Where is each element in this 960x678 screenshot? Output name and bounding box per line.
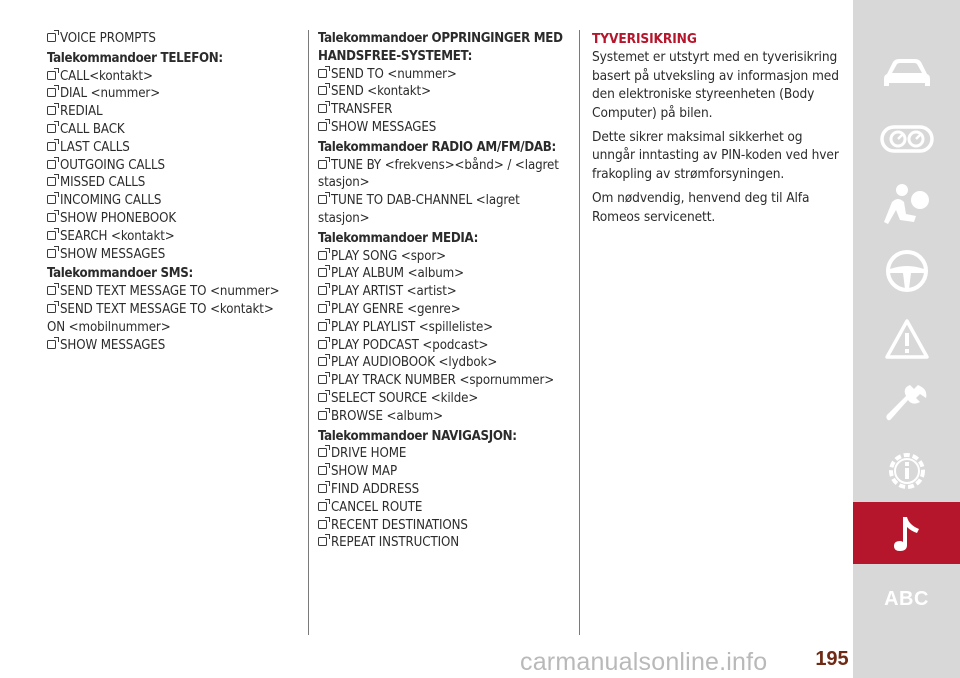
checkbox-icon (318, 86, 327, 95)
info-gear-icon[interactable] (853, 440, 960, 502)
column-divider (579, 30, 580, 635)
sms-item: SHOW MESSAGES (47, 337, 295, 355)
handsfree-item: SEND <kontakt> (318, 83, 570, 101)
telefon-item: SEARCH <kontakt> (47, 228, 295, 246)
telefon-item: MISSED CALLS (47, 174, 295, 192)
page-number: 195 (815, 648, 849, 670)
checkbox-icon (47, 106, 56, 115)
nav-item: CANCEL ROUTE (318, 499, 570, 517)
telefon-item: INCOMING CALLS (47, 192, 295, 210)
media-heading: Talekommandoer MEDIA: (318, 230, 479, 246)
checkbox-icon (318, 304, 327, 313)
nav-item: REPEAT INSTRUCTION (318, 534, 570, 552)
checkbox-icon (47, 124, 56, 133)
media-item: BROWSE <album> (318, 408, 570, 426)
telefon-item: CALL BACK (47, 121, 295, 139)
checkbox-icon (47, 340, 56, 349)
checkbox-icon (318, 268, 327, 277)
checkbox-icon (47, 304, 56, 313)
handsfree-item: TRANSFER (318, 101, 570, 119)
sms-item: SEND TEXT MESSAGE TO <kontakt> (47, 301, 295, 319)
checkbox-icon (318, 411, 327, 420)
media-item: PLAY PLAYLIST <spilleliste> (318, 319, 570, 337)
chapter-sidebar (853, 0, 960, 678)
handsfree-heading: Talekommandoer OPPRINGINGER MED HANDSFREE-SYSTEMET: (318, 31, 563, 64)
media-item: PLAY ALBUM <album> (318, 265, 570, 283)
radio-item: TUNE BY <frekvens><bånd> / <lagret stasjon> (318, 157, 559, 191)
checkbox-icon (318, 502, 327, 511)
telefon-item: CALL<kontakt> (47, 68, 295, 86)
music-note-icon[interactable] (853, 502, 960, 564)
abc-index-tab[interactable] (853, 584, 960, 614)
checkbox-icon (47, 213, 56, 222)
checkbox-icon (47, 71, 56, 80)
media-item: PLAY PODCAST <podcast> (318, 337, 570, 355)
telefon-item: OUTGOING CALLS (47, 157, 295, 175)
checkbox-icon (318, 286, 327, 295)
column-tyverisikring (592, 30, 842, 232)
media-item: PLAY TRACK NUMBER <spornummer> (318, 372, 570, 390)
checkbox-icon (318, 69, 327, 78)
checkbox-icon (47, 195, 56, 204)
seat-airbag-icon[interactable] (853, 174, 960, 236)
nav-item: SHOW MAP (318, 463, 570, 481)
body-paragraph: Systemet er utstyrt med en tyverisikring basert på utveksling av informasjon med den elektroniske styreenheten (Body Computer) på bilen. (592, 49, 839, 121)
watermark: carmanualsonline.info (520, 648, 768, 676)
checkbox-icon (318, 448, 327, 457)
checkbox-icon (318, 375, 327, 384)
checkbox-icon (318, 251, 327, 260)
checkbox-icon (318, 357, 327, 366)
checkbox-icon (318, 484, 327, 493)
checkbox-icon (318, 195, 327, 204)
wrench-icon[interactable] (853, 374, 960, 436)
car-icon[interactable] (853, 44, 960, 102)
steering-wheel-icon[interactable] (853, 240, 960, 302)
checkbox-icon (47, 33, 56, 42)
radio-item: TUNE TO DAB-CHANNEL <lagret stasjon> (318, 193, 520, 226)
checkbox-icon (318, 520, 327, 529)
sms-item-continuation: ON <mobilnummer> (47, 319, 171, 335)
checkbox-icon (318, 393, 327, 402)
nav-item: DRIVE HOME (318, 445, 570, 463)
checkbox-icon (47, 231, 56, 240)
telefon-item: LAST CALLS (47, 139, 295, 157)
media-item: PLAY ARTIST <artist> (318, 283, 570, 301)
checkbox-icon (318, 322, 327, 331)
body-paragraph: Dette sikrer maksimal sikkerhet og unngår inntasting av PIN-koden ved hver frakopling av strømforsyningen. (592, 129, 839, 182)
checkbox-icon (47, 88, 56, 97)
media-item: SELECT SOURCE <kilde> (318, 390, 570, 408)
dashboard-gauges-icon[interactable] (853, 110, 960, 168)
checkbox-icon (318, 340, 327, 349)
checkbox-icon (318, 466, 327, 475)
column-divider (308, 30, 309, 635)
checkbox-icon (318, 537, 327, 546)
nav-item: RECENT DESTINATIONS (318, 517, 570, 535)
abc-label: ABC (884, 587, 929, 610)
sms-item: SEND TEXT MESSAGE TO <nummer> (47, 283, 295, 301)
handsfree-item: SEND TO <nummer> (318, 66, 570, 84)
media-item: PLAY AUDIOBOOK <lydbok> (318, 354, 570, 372)
telefon-item: REDIAL (47, 103, 295, 121)
telefon-item: SHOW MESSAGES (47, 246, 295, 264)
voice-prompts-item: VOICE PROMPTS (47, 30, 295, 48)
nav-item: FIND ADDRESS (318, 481, 570, 499)
checkbox-icon (318, 160, 327, 169)
radio-heading: Talekommandoer RADIO AM/FM/DAB: (318, 139, 556, 155)
checkbox-icon (47, 142, 56, 151)
handsfree-item: SHOW MESSAGES (318, 119, 570, 137)
telefon-heading: Talekommandoer TELEFON: (47, 50, 223, 66)
column-telefon (47, 30, 295, 354)
checkbox-icon (47, 286, 56, 295)
checkbox-icon (47, 177, 56, 186)
telefon-item: SHOW PHONEBOOK (47, 210, 295, 228)
body-paragraph: Om nødvendig, henvend deg til Alfa Romeos servicenett. (592, 190, 810, 225)
media-item: PLAY SONG <spor> (318, 248, 570, 266)
checkbox-icon (47, 160, 56, 169)
sms-heading: Talekommandoer SMS: (47, 266, 193, 282)
media-item: PLAY GENRE <genre> (318, 301, 570, 319)
checkbox-icon (318, 104, 327, 113)
section-title: TYVERISIKRING (592, 31, 697, 47)
checkbox-icon (318, 122, 327, 131)
telefon-item: DIAL <nummer> (47, 85, 295, 103)
warning-triangle-icon[interactable] (853, 308, 960, 370)
checkbox-icon (47, 249, 56, 258)
column-handsfree-radio-media-nav (318, 30, 570, 552)
nav-heading: Talekommandoer NAVIGASJON: (318, 428, 517, 444)
